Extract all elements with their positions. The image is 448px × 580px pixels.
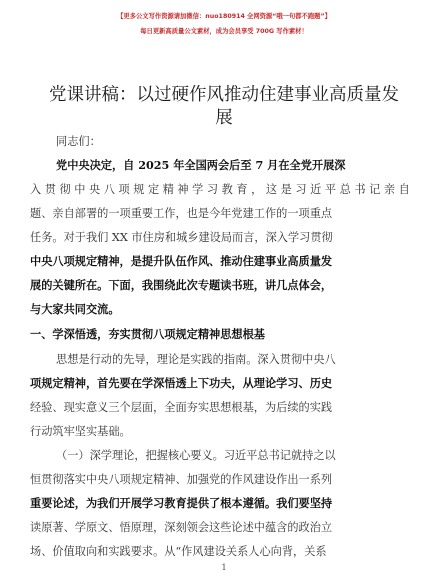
para3-line5: 场、价值取向和实践要求。从“作风建设关系人心向背，关系	[30, 545, 327, 558]
promo-banner-line2: 每日更新高质量公文素材，成为会员享受 700G 写作素材！	[140, 28, 308, 35]
title-line-2: 展	[215, 108, 233, 128]
para1-line3: 题、亲自部署的一项重要工作，也是今年党建工作的一项重点	[30, 207, 333, 220]
para2-line1: 思想是行动的先导，理论是实践的指南。深入贯彻中央八	[56, 353, 336, 366]
para3-line1: （一）深学理论，把握核心要义。习近平总书记就持之以	[56, 449, 336, 462]
para3-line3: 重要论述，为我们开展学习教育提供了根本遵循。我们要坚持	[30, 496, 333, 510]
para1-line2: 入 贯 彻 中 央 八 项 规 定 精 神 学 习 教 育 ， 这 是 习 近 平 总 书 记 亲 自	[30, 183, 410, 196]
para1-line5: 中央八项规定精神，是提升队伍作风、推动住建事业高质量发	[30, 254, 333, 268]
para3-line4: 读原著、学原文、悟原理，深刻领会这些论述中蕴含的政治立	[30, 521, 333, 534]
promo-banner-line1: 【更多公文写作资源请加微信：nuo180914 全网资源“哦一句都不跑题”】	[117, 13, 331, 20]
page-number: 1	[221, 563, 227, 572]
document-title	[30, 84, 418, 130]
para2-line2: 项规定精神，首先要在学深悟透上下功夫，从理论学习、历史	[30, 376, 333, 390]
para1-line7: 与大家共同交流。	[30, 302, 120, 316]
section-heading-1: 一、学深悟透，夯实贯彻八项规定精神思想根基	[30, 327, 265, 341]
para2-line4: 行动筑牢坚实基础。	[30, 425, 131, 438]
para2-line3: 经验、现实意义三个层面，全面夯实思想根基，为后续的实践	[30, 401, 333, 414]
para1-line1: 党中央决定，自 2025 年全国两会后至 7 月在全党开展深	[56, 158, 346, 172]
para3-line2: 恒贯彻落实中央八项规定精神、加强党的作风建设作出一系列	[30, 473, 333, 486]
para1-line4: 任务。对于我们 XX 市住房和城乡建设局而言，深入学习贯彻	[30, 231, 333, 244]
para1-line6: 展的关键所在。下面，我围绕此次专题读书班，讲几点体会，	[30, 278, 333, 292]
greeting: 同志们：	[56, 135, 101, 148]
title-line-1: 党课讲稿：以过硬作风推动住建事业高质量发	[49, 85, 399, 105]
